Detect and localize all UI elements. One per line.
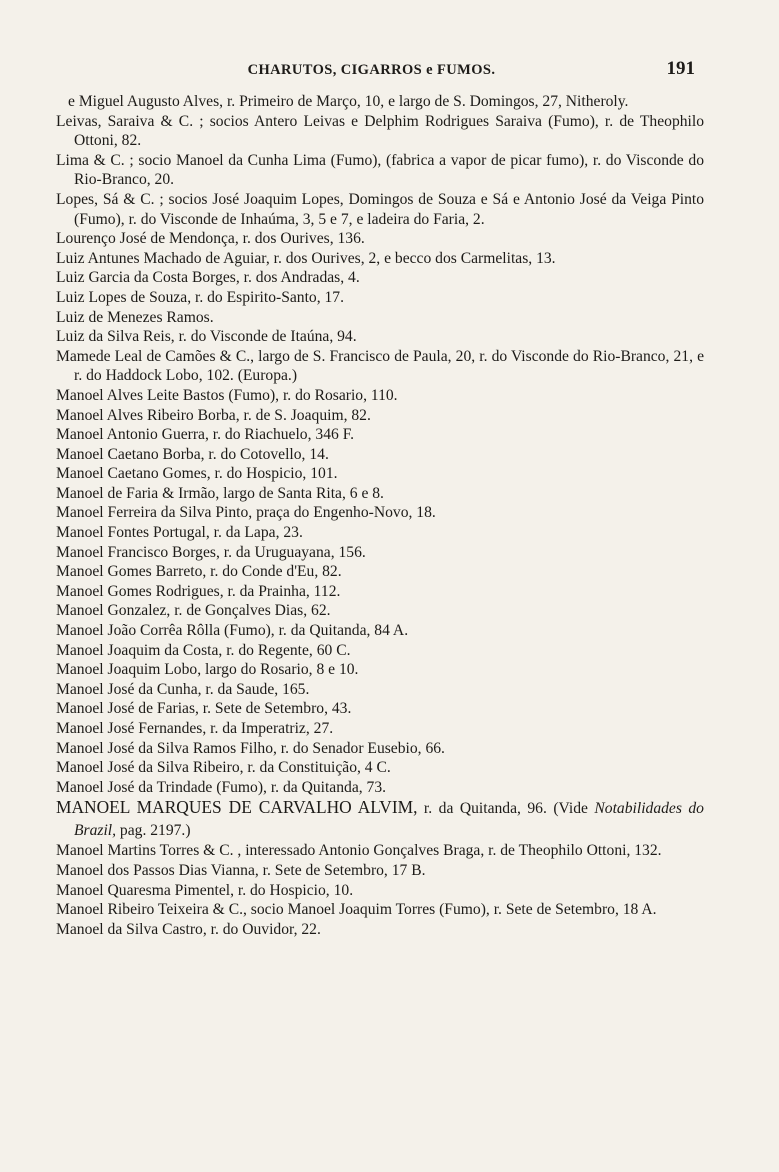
directory-entry: Manoel Gonzalez, r. de Gonçalves Dias, 62. [56, 602, 331, 620]
directory-entry: Manoel José Fernandes, r. da Imperatriz, 27. [56, 720, 334, 737]
directory-entry: Lopes, Sá & C. ; socios José Joaquim Lopes, Domingos de Souza e Sá e Antonio José da Veiga Pinto (Fumo), r. do Visconde de Inhaúma, 3, 5 e 7, e ladeira do Faria, 2. [56, 190, 704, 228]
directory-entry: Luiz de Menezes Ramos. [56, 308, 214, 326]
directory-entry: Manoel Joaquim Lobo, largo do Rosario, 8 e 10. [56, 661, 359, 679]
directory-entry: Manoel Alves Leite Bastos (Fumo), r. do Rosario, 110. [56, 386, 398, 404]
page-header [60, 58, 695, 84]
featured-entry-name: MANOEL MARQUES DE CARVALHO ALVIM, [56, 797, 418, 818]
directory-entry: Manoel Alves Ribeiro Borba, r. de S. Joaquim, 82. [56, 406, 371, 424]
directory-entries [56, 92, 704, 939]
directory-entry: Manoel Francisco Borges, r. da Uruguayana, 156. [56, 543, 366, 561]
directory-entry: Manoel Antonio Guerra, r. do Riachuelo, 346 F. [56, 426, 355, 444]
directory-entry: Manoel José da Silva Ramos Filho, r. do Senador Eusebio, 66. [56, 739, 445, 757]
directory-entry: Manoel dos Passos Dias Vianna, r. Sete de Setembro, 17 B. [56, 861, 426, 879]
directory-entry: Lima & C. ; socio Manoel da Cunha Lima (Fumo), (fabrica a vapor de picar fumo), r. do Visconde do Rio-Branco, 20. [56, 151, 704, 189]
directory-entry: Lourenço José de Mendonça, r. dos Ourives, 136. [56, 230, 365, 248]
directory-entry: Manoel Caetano Gomes, r. do Hospicio, 101. [56, 465, 338, 483]
directory-entry: Manoel Joaquim da Costa, r. do Regente, 60 C. [56, 641, 351, 659]
directory-entry: Mamede Leal de Camões & C., largo de S. Francisco de Paula, 20, r. do Visconde do Rio-Branco, 21, e r. do Haddock Lobo, 102. (Europa.) [56, 347, 704, 385]
directory-entry: Manoel Quaresma Pimentel, r. do Hospicio, 10. [56, 881, 354, 899]
directory-entry: Manoel Fontes Portugal, r. da Lapa, 23. [56, 524, 303, 542]
running-head: CHARUTOS, CIGARROS e FUMOS. [247, 62, 496, 78]
directory-entry: Luiz Antunes Machado de Aguiar, r. dos Ourives, 2, e becco dos Carmelitas, 13. [56, 249, 556, 267]
featured-entry-reference: Notabilidades do Brazil, [74, 800, 704, 840]
directory-entry: Manoel da Silva Castro, r. do Ouvidor, 22. [56, 920, 321, 938]
directory-entry: Manoel José da Cunha, r. da Saude, 165. [56, 680, 310, 698]
directory-entry: Manoel Gomes Barreto, r. do Conde d'Eu, 82. [56, 563, 342, 581]
featured-entry-address: r. da Quitanda, 96. (Vide [417, 800, 595, 818]
directory-entry: Manoel José da Trindade (Fumo), r. da Quitanda, 73. [56, 778, 387, 796]
directory-entry: Manoel Caetano Borba, r. do Cotovello, 14. [56, 445, 329, 463]
page-number: 191 [666, 58, 695, 79]
directory-entry: Manoel Martins Torres & C. , interessado Antonio Gonçalves Braga, r. de Theophilo Ottoni, 132. [56, 842, 662, 860]
directory-entry: Manoel José da Silva Ribeiro, r. da Constituição, 4 C. [56, 759, 391, 777]
directory-entry: Manoel de Faria & Irmão, largo de Santa Rita, 6 e 8. [56, 484, 384, 502]
featured-entry-page-ref: pag. 2197.) [116, 822, 191, 840]
directory-entry: Luiz da Silva Reis, r. do Visconde de Itaúna, 94. [56, 328, 357, 346]
directory-entry: Luiz Garcia da Costa Borges, r. dos Andradas, 4. [56, 269, 360, 287]
directory-entry: Manoel João Corrêa Rôlla (Fumo), r. da Quitanda, 84 A. [56, 622, 409, 640]
directory-entry: Leivas, Saraiva & C. ; socios Antero Leivas e Delphim Rodrigues Saraiva (Fumo), r. de Theophilo Ottoni, 82. [56, 112, 704, 150]
directory-entry: e Miguel Augusto Alves, r. Primeiro de Março, 10, e largo de S. Domingos, 27, Nitheroly. [68, 93, 629, 110]
directory-entry: Manoel Ferreira da Silva Pinto, praça do Engenho-Novo, 18. [56, 504, 436, 522]
featured-entry [56, 797, 704, 841]
directory-entry: Luiz Lopes de Souza, r. do Espirito-Santo, 17. [56, 288, 345, 306]
directory-entry: Manoel José de Farias, r. Sete de Setembro, 43. [56, 700, 352, 718]
directory-entry: Manoel Gomes Rodrigues, r. da Prainha, 112. [56, 582, 341, 600]
directory-entry: Manoel Ribeiro Teixeira & C., socio Manoel Joaquim Torres (Fumo), r. Sete de Setembro, 18 A. [56, 901, 657, 919]
